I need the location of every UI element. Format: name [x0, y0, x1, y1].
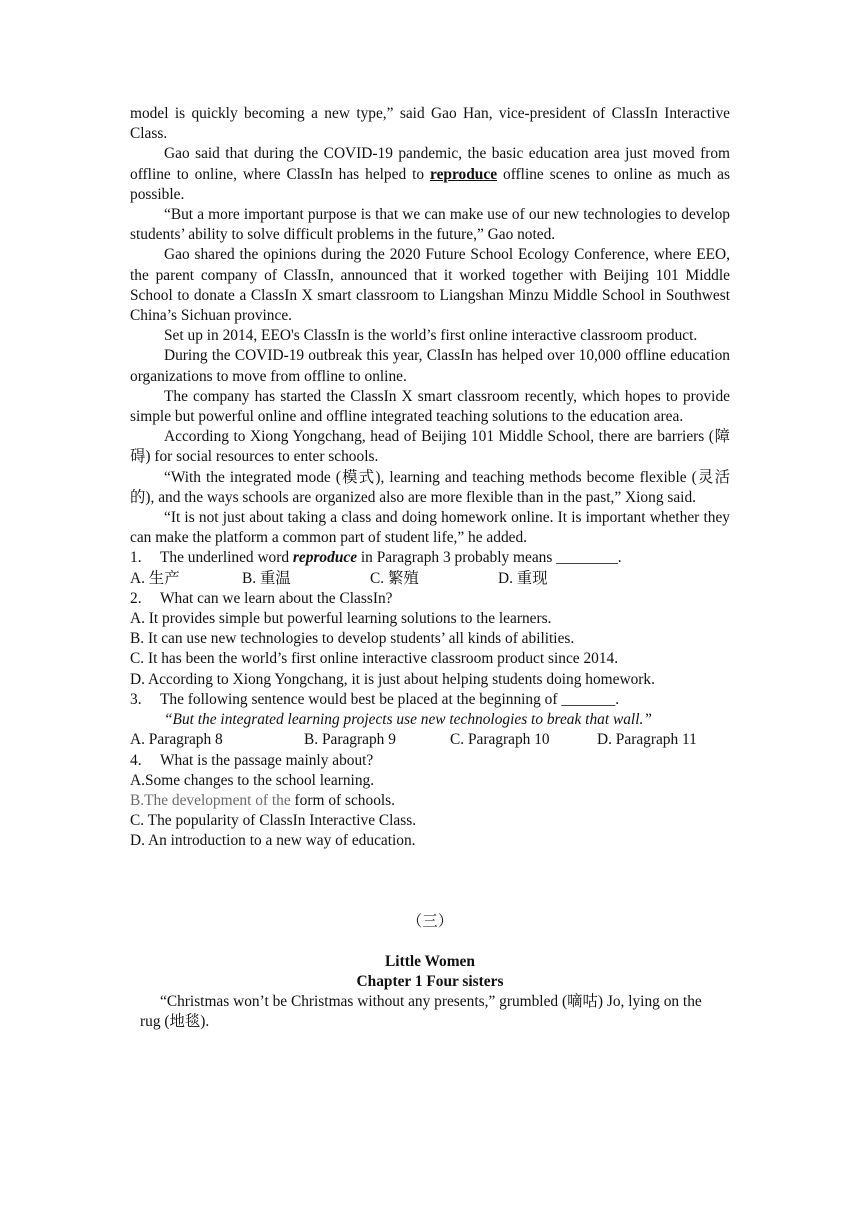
question-3-options: [130, 730, 730, 750]
option-a: A. It provides simple but powerful learning solutions to the learners.: [130, 610, 552, 628]
paragraph-9: “With the integrated mode (模式), learning and teaching methods become flexible (灵活的), and the ways schools are organized also are more flexible than in the past,” Xiong said.: [130, 468, 730, 506]
paragraph-2: [130, 144, 730, 205]
question-number: 4.: [130, 751, 142, 769]
option-b: B. It can use new technologies to develop students’ all kinds of abilities.: [130, 630, 575, 648]
option-c: C. Paragraph 10: [450, 731, 550, 749]
paragraph-6: During the COVID-19 outbreak this year, ClassIn has helped over 10,000 offline education organizations to move from offline to online.: [130, 347, 730, 385]
question-number: 1.: [130, 549, 142, 567]
paragraph-4: Gao shared the opinions during the 2020 Future School Ecology Conference, where EEO, the parent company of ClassIn, announced that it worked together with Beijing 101 Middle School to donate a ClassIn X smart classroom to Liangshan Minzu Middle School in Southwest China’s Sichuan province.: [130, 246, 730, 325]
section-marker: （三）: [406, 912, 454, 930]
question-1: [130, 548, 730, 568]
question-4: [130, 751, 730, 771]
question-2: [130, 589, 730, 609]
option-d: D. An introduction to a new way of education.: [130, 832, 416, 850]
option-a: A.Some changes to the school learning.: [130, 771, 375, 789]
underlined-word: reproduce: [430, 165, 498, 183]
quoted-sentence: “But the integrated learning projects use new technologies to break that wall.”: [164, 711, 652, 729]
p2-text-before: Gao said that during the COVID-19 pandemic, the basic education area just moved from offline to online, where ClassIn has helped to: [130, 145, 730, 183]
option-a: A. Paragraph 8: [130, 731, 223, 749]
document-page: [130, 104, 730, 1033]
option-b: B. 重温: [242, 569, 291, 587]
paragraph-10: “It is not just about taking a class and doing homework online. It is important whether they can make the platform a common part of student life,” he added.: [130, 509, 730, 547]
option-b: B. Paragraph 9: [304, 731, 396, 749]
option-d: D. 重现: [498, 569, 548, 587]
question-text-before: The underlined word: [160, 549, 293, 567]
option-d: D. Paragraph 11: [597, 731, 697, 749]
option-c: C. The popularity of ClassIn Interactive Class.: [130, 812, 417, 830]
p2-text-after: offline scenes to online as much as possible.: [130, 165, 730, 203]
paragraph-7: The company has started the ClassIn X smart classroom recently, which hopes to provide simple but powerful online and offline integrated teaching solutions to the education area.: [130, 387, 730, 426]
paragraph-1: model is quickly becoming a new type,” said Gao Han, vice-president of ClassIn Interactive Class.: [130, 105, 730, 143]
question-text: What can we learn about the ClassIn?: [160, 589, 393, 607]
question-text: What is the passage mainly about?: [160, 751, 374, 769]
question-3: [130, 690, 730, 710]
paragraph-5: Set up in 2014, EEO's ClassIn is the world’s first online interactive classroom product.: [164, 327, 698, 345]
option-b-rest: form of schools.: [290, 791, 396, 809]
question-text: The following sentence would best be placed at the beginning of _______.: [160, 690, 620, 708]
story-line-2: rug (地毯).: [140, 1013, 210, 1031]
option-b-grey-text: B.The development of the: [130, 791, 291, 809]
paragraph-8: According to Xiong Yongchang, head of Beijing 101 Middle School, there are barriers (障碍) for social resources to enter schools.: [130, 428, 730, 466]
question-number: 3.: [130, 690, 142, 708]
question-keyword: reproduce: [292, 549, 358, 567]
chapter-heading: Chapter 1 Four sisters: [356, 972, 504, 990]
option-a: A. 生产: [130, 569, 180, 587]
question-text-after: in Paragraph 3 probably means ________.: [357, 549, 622, 567]
option-c: C. 繁殖: [370, 569, 419, 587]
story-title: Little Women: [385, 952, 475, 970]
question-number: 2.: [130, 589, 142, 607]
option-d: D. According to Xiong Yongchang, it is just about helping students doing homework.: [130, 670, 655, 688]
option-b: [130, 791, 730, 811]
question-1-options: [130, 569, 730, 589]
story-line-1: “Christmas won’t be Christmas without any presents,” grumbled (嘀咕) Jo, lying on the: [160, 993, 702, 1011]
paragraph-3: “But a more important purpose is that we can make use of our new technologies to develop students’ ability to solve difficult problems in the future,” Gao noted.: [130, 206, 730, 244]
option-c: C. It has been the world’s first online interactive classroom product since 2014.: [130, 650, 619, 668]
